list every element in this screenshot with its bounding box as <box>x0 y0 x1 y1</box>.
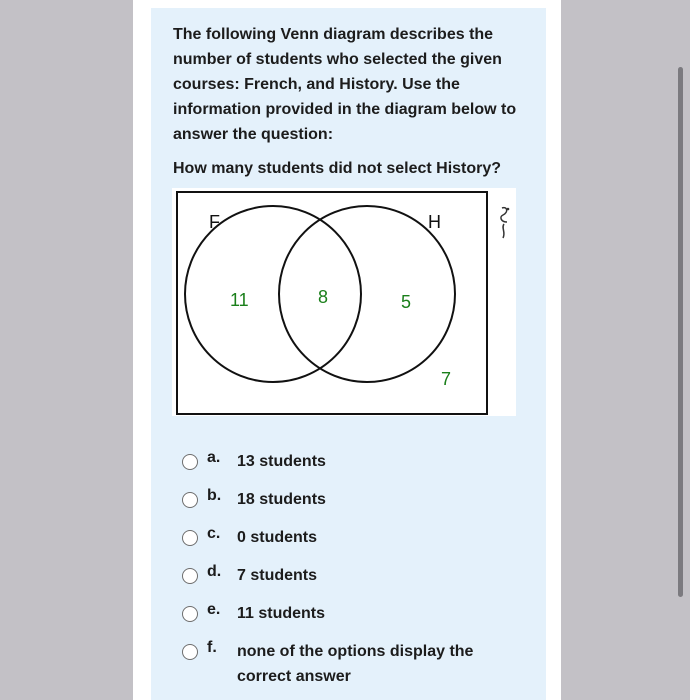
neither-value: 7 <box>441 369 452 389</box>
radio-button[interactable] <box>182 568 198 584</box>
option-letter: e. <box>207 601 221 618</box>
venn-svg <box>172 188 516 416</box>
radio-button[interactable] <box>182 606 198 622</box>
question-text <box>173 22 533 181</box>
history-only-value: 5 <box>401 292 412 312</box>
option-text: 0 students <box>237 529 318 546</box>
option-text: 11 students <box>237 605 326 622</box>
option-letter: a. <box>207 449 221 466</box>
option-text: 7 students <box>237 567 318 584</box>
scrollbar[interactable] <box>678 67 683 597</box>
french-label: F <box>209 212 220 232</box>
radio-button[interactable] <box>182 454 198 470</box>
option-text: none of the options display the correct answer <box>237 643 474 685</box>
pin-icon <box>501 208 509 238</box>
venn-diagram <box>172 188 516 416</box>
radio-button[interactable] <box>182 644 198 660</box>
option-letter: b. <box>207 487 222 504</box>
radio-button[interactable] <box>182 492 198 508</box>
option-text: 18 students <box>237 491 326 508</box>
radio-button[interactable] <box>182 530 198 546</box>
french-only-value: 11 <box>230 290 249 310</box>
option-letter: c. <box>207 525 221 542</box>
option-letter: f. <box>207 639 217 656</box>
both-value: 8 <box>318 287 329 307</box>
option-letter: d. <box>207 563 222 580</box>
history-label: H <box>428 212 441 232</box>
question-ask: How many students did not select History? <box>173 160 502 177</box>
question-intro: The following Venn diagram describes the number of students who selected the given courses: French, and History. Use the information provided in the diagram below to answer the question: <box>173 26 517 143</box>
option-text: 13 students <box>237 453 326 470</box>
